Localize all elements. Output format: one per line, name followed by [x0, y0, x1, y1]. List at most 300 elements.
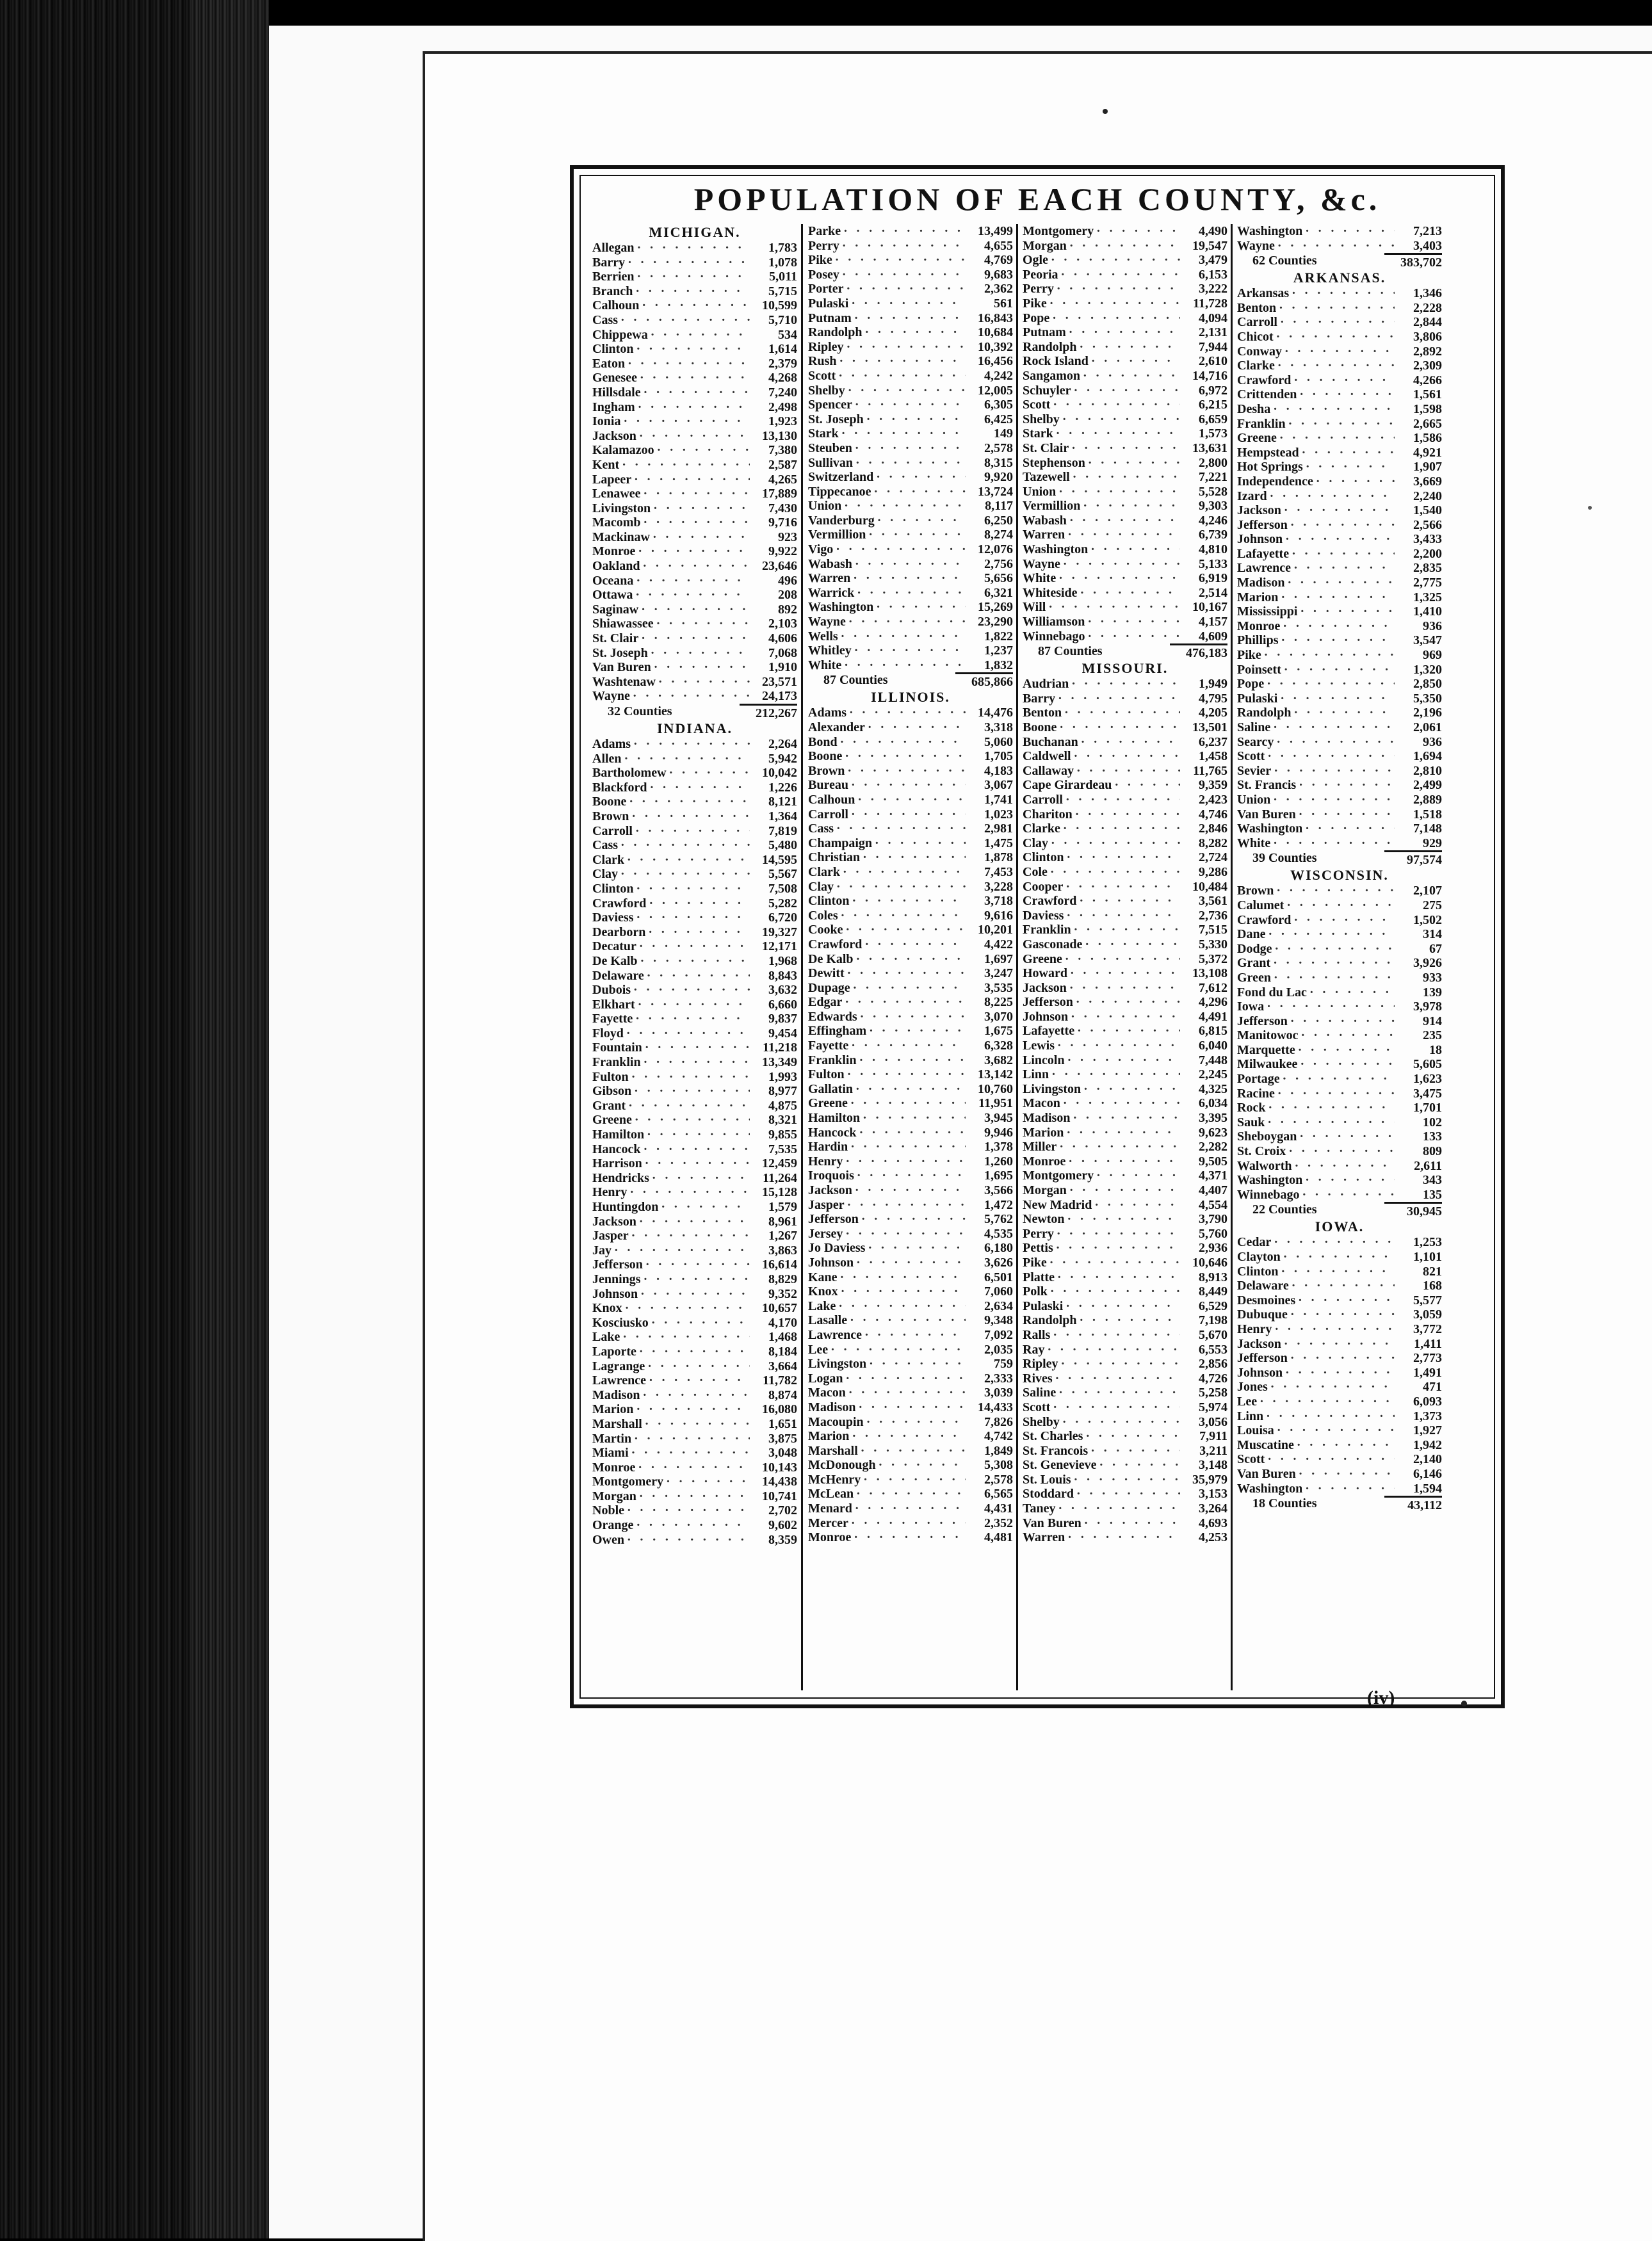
county-population: 9,303	[1199, 499, 1227, 514]
county-population: 2,800	[1199, 455, 1227, 470]
county-row	[1023, 836, 1227, 851]
county-name: Henry	[592, 1185, 628, 1200]
county-population: 8,117	[985, 499, 1013, 514]
county-row	[808, 937, 1013, 952]
county-population: 2,362	[984, 282, 1013, 296]
county-row	[1023, 1227, 1227, 1242]
table-column	[592, 224, 797, 1547]
dot-leader	[656, 617, 750, 631]
county-population: 23,646	[762, 559, 797, 574]
county-row	[1237, 1307, 1442, 1322]
county-population: 5,282	[768, 896, 797, 910]
county-row	[1237, 793, 1442, 807]
county-row	[808, 880, 1013, 894]
county-row	[1237, 301, 1442, 316]
county-population: 10,646	[1192, 1255, 1227, 1270]
county-name: Wayne	[1237, 238, 1275, 253]
county-name: Green	[1237, 970, 1271, 985]
dot-leader	[836, 821, 966, 836]
dot-leader	[1277, 359, 1395, 373]
county-name: Marion	[1023, 1125, 1064, 1140]
dot-leader	[1049, 1256, 1180, 1270]
county-population: 5,372	[1199, 951, 1227, 966]
dot-leader	[1305, 1482, 1395, 1496]
county-name: Kosciusko	[592, 1315, 649, 1330]
dot-leader	[635, 1113, 750, 1128]
county-name: Scott	[808, 368, 836, 383]
dot-leader	[1057, 1039, 1180, 1053]
county-row	[808, 514, 1013, 528]
county-name: Hamilton	[592, 1128, 645, 1142]
dot-leader	[645, 1258, 750, 1272]
county-population: 4,742	[984, 1429, 1013, 1444]
county-row	[1023, 412, 1227, 427]
county-name: White	[1023, 571, 1057, 586]
page-edges	[192, 0, 269, 2238]
county-population: 5,974	[1199, 1400, 1227, 1414]
county-name: Cedar	[1237, 1235, 1272, 1250]
county-name: Shiawassee	[592, 617, 654, 631]
county-name: Crawford	[808, 937, 862, 951]
county-population: 11,728	[1193, 296, 1227, 311]
dot-leader	[1051, 836, 1180, 851]
county-name: Hot Springs	[1237, 460, 1303, 474]
county-population: 5,605	[1413, 1057, 1442, 1072]
dot-leader	[1301, 1028, 1395, 1043]
county-population: 4,183	[984, 763, 1013, 778]
county-row	[808, 1284, 1013, 1299]
county-row	[1023, 1415, 1227, 1430]
county-name: Washington	[1023, 542, 1089, 557]
county-name: Cole	[1023, 864, 1048, 879]
dot-leader	[1273, 720, 1395, 735]
county-population: 1,594	[1413, 1481, 1442, 1496]
dot-leader	[1053, 398, 1180, 412]
dot-leader	[866, 412, 966, 427]
dot-leader	[1274, 971, 1395, 985]
county-population: 2,131	[1199, 325, 1227, 340]
county-population: 3,222	[1199, 282, 1227, 296]
dot-leader	[1267, 1115, 1395, 1130]
county-row	[808, 542, 1013, 557]
county-name: Macon	[808, 1386, 846, 1400]
county-population: 1,373	[1413, 1409, 1442, 1423]
county-row	[1237, 417, 1442, 432]
county-name: Hancock	[808, 1125, 857, 1140]
county-population: 16,080	[762, 1402, 797, 1417]
county-name: Kane	[808, 1270, 838, 1284]
county-name: Crawford	[592, 896, 647, 910]
county-population: 4,157	[1199, 615, 1227, 629]
county-row	[808, 311, 1013, 326]
county-name: Jo Daviess	[808, 1241, 866, 1256]
county-name: Warrick	[808, 585, 855, 600]
county-population: 5,670	[1199, 1327, 1227, 1342]
county-population: 3,664	[768, 1359, 797, 1373]
dot-leader	[855, 1501, 966, 1516]
county-row	[1237, 1072, 1442, 1087]
dot-leader	[1057, 282, 1180, 296]
county-row	[1023, 677, 1227, 692]
total-value: 685,866	[955, 672, 1013, 689]
county-row	[808, 1487, 1013, 1501]
county-row	[1023, 720, 1227, 735]
county-name: Henry	[1237, 1322, 1272, 1336]
county-name: Macoupin	[808, 1414, 864, 1429]
county-name: Dewitt	[808, 966, 845, 981]
county-population: 561	[994, 296, 1013, 311]
county-name: Hancock	[592, 1142, 641, 1156]
county-population: 1,579	[768, 1200, 797, 1214]
dot-leader	[1266, 1409, 1395, 1424]
county-population: 9,286	[1199, 864, 1227, 879]
county-name: Edwards	[808, 1009, 857, 1024]
county-name: Schuyler	[1023, 383, 1071, 398]
county-row	[592, 1432, 797, 1446]
county-name: Elkhart	[592, 997, 635, 1012]
county-row	[808, 735, 1013, 750]
county-population: 4,554	[1199, 1197, 1227, 1212]
county-population: 3,945	[984, 1111, 1013, 1126]
dot-leader	[1268, 927, 1395, 942]
county-row	[592, 925, 797, 940]
county-name: Madison	[1023, 1111, 1071, 1126]
county-row	[592, 867, 797, 882]
county-name: Lapeer	[592, 472, 632, 487]
county-population: 24,173	[762, 689, 797, 704]
county-row	[1237, 1144, 1442, 1159]
county-name: Callaway	[1023, 763, 1074, 778]
dot-leader	[1279, 301, 1395, 316]
county-name: Spencer	[808, 398, 852, 412]
county-name: Chippewa	[592, 327, 648, 342]
county-name: Washington	[1237, 821, 1303, 836]
county-population: 8,829	[768, 1272, 797, 1286]
table-column	[808, 224, 1013, 1545]
county-name: Genesee	[592, 371, 637, 385]
dot-leader	[657, 443, 750, 458]
county-name: Sullivan	[808, 455, 854, 470]
county-population: 2,892	[1413, 344, 1442, 359]
county-row	[808, 499, 1013, 514]
county-population: 4,242	[984, 368, 1013, 383]
county-row	[1237, 460, 1442, 474]
county-population: 5,011	[769, 270, 797, 284]
dot-leader	[1087, 615, 1180, 629]
county-name: Cooper	[1023, 879, 1064, 894]
county-name: Pulaski	[1237, 691, 1278, 706]
county-row	[808, 1154, 1013, 1169]
dot-leader	[1076, 764, 1180, 779]
county-population: 1,518	[1413, 807, 1442, 821]
county-row	[808, 1010, 1013, 1024]
county-population: 1,741	[984, 792, 1013, 807]
county-population: 3,479	[1199, 253, 1227, 268]
county-row	[1237, 344, 1442, 359]
dot-leader	[1079, 894, 1180, 909]
county-name: Izard	[1237, 489, 1267, 503]
dot-leader	[1073, 1111, 1180, 1126]
county-population: 5,760	[1199, 1226, 1227, 1241]
county-name: Wayne	[1023, 556, 1060, 571]
county-population: 3,318	[984, 720, 1013, 734]
dot-leader	[650, 781, 750, 795]
county-population: 1,705	[984, 749, 1013, 764]
county-name: Ottawa	[592, 588, 633, 603]
dot-leader	[634, 1432, 750, 1446]
county-population: 3,067	[984, 778, 1013, 793]
county-population: 7,148	[1413, 821, 1442, 836]
county-name: Clarke	[1237, 359, 1275, 373]
county-population: 1,623	[1413, 1072, 1442, 1087]
county-name: Macon	[1023, 1096, 1060, 1111]
dot-leader	[861, 1444, 966, 1459]
county-name: Union	[808, 499, 842, 514]
dot-leader	[1298, 1293, 1395, 1308]
county-name: Lafayette	[1237, 546, 1290, 561]
dot-leader	[649, 1373, 750, 1388]
dot-leader	[1096, 224, 1180, 239]
county-name: Vanderburg	[808, 513, 875, 528]
dot-leader	[1299, 778, 1395, 793]
county-name: Adams	[808, 706, 847, 720]
county-population: 4,795	[1199, 691, 1227, 706]
county-name: Allen	[592, 751, 622, 766]
county-row	[592, 1185, 797, 1200]
county-population: 3,669	[1413, 474, 1442, 489]
dot-leader	[634, 473, 750, 487]
county-name: Cass	[592, 312, 619, 327]
county-name: Pike	[1023, 296, 1047, 311]
county-row	[592, 1040, 797, 1055]
county-name: Logan	[808, 1371, 843, 1386]
dot-leader	[1065, 952, 1180, 967]
county-population: 11,264	[763, 1170, 797, 1185]
county-row	[1023, 1357, 1227, 1371]
dot-leader	[1068, 1154, 1180, 1169]
county-name: Madison	[808, 1400, 856, 1414]
dot-leader	[642, 559, 750, 574]
county-row	[1237, 720, 1442, 735]
county-population: 10,392	[978, 339, 1013, 354]
county-population: 5,258	[1199, 1386, 1227, 1400]
county-row	[1023, 1183, 1227, 1198]
dot-leader	[1309, 985, 1395, 1000]
dot-leader	[1290, 518, 1395, 533]
county-name: Branch	[592, 284, 633, 298]
dot-leader	[862, 1111, 966, 1126]
county-population: 5,710	[768, 312, 797, 327]
dot-leader	[651, 646, 750, 661]
dot-leader	[843, 865, 966, 880]
dot-leader	[620, 313, 750, 328]
dot-leader	[1288, 1144, 1395, 1159]
dot-leader	[1067, 1212, 1180, 1227]
county-row	[1237, 1351, 1442, 1366]
county-row	[592, 1359, 797, 1374]
county-name: Franklin	[808, 1053, 857, 1067]
county-population: 1,783	[768, 241, 797, 255]
dot-leader	[1066, 909, 1180, 923]
county-row	[592, 853, 797, 868]
county-row	[1237, 547, 1442, 562]
dot-leader	[644, 515, 750, 530]
total-value: 30,945	[1384, 1202, 1442, 1218]
county-population: 275	[1423, 898, 1442, 912]
dot-leader	[631, 809, 750, 824]
county-population: 1,573	[1199, 426, 1227, 441]
county-population: 7,508	[768, 881, 797, 896]
dot-leader	[1283, 1072, 1395, 1087]
dot-leader	[1280, 692, 1395, 706]
county-row	[808, 1053, 1013, 1068]
dot-leader	[641, 631, 750, 646]
county-name: Calumet	[1237, 898, 1284, 912]
county-row	[808, 1111, 1013, 1126]
dot-leader	[640, 954, 750, 969]
dot-leader	[1090, 1444, 1180, 1459]
county-name: Dearborn	[592, 925, 646, 939]
county-population: 2,228	[1413, 300, 1442, 315]
county-population: 11,765	[1193, 763, 1227, 778]
county-name: Gasconade	[1023, 937, 1083, 951]
county-row	[592, 270, 797, 284]
dot-leader	[830, 1343, 966, 1357]
county-name: Chicot	[1237, 329, 1274, 344]
dot-leader	[1300, 1057, 1395, 1072]
dot-leader	[845, 1227, 966, 1242]
dot-leader	[844, 499, 966, 514]
county-name: Iroquois	[808, 1169, 854, 1183]
county-name: Saginaw	[592, 602, 639, 617]
county-population: 4,606	[768, 631, 797, 646]
county-population: 2,610	[1199, 354, 1227, 369]
county-population: 18	[1429, 1042, 1442, 1057]
county-name: Johnson	[1237, 532, 1283, 547]
county-population: 15,128	[762, 1185, 797, 1200]
dot-leader	[641, 603, 750, 617]
dot-leader	[638, 400, 750, 415]
county-row	[1237, 1366, 1442, 1380]
county-population: 9,348	[984, 1313, 1013, 1328]
county-population: 1,695	[984, 1169, 1013, 1183]
county-population: 969	[1423, 648, 1442, 663]
county-row	[1237, 561, 1442, 576]
dot-leader	[636, 910, 750, 925]
dot-leader	[1065, 1299, 1180, 1314]
county-name: Scott	[1023, 398, 1051, 412]
county-name: Barry	[592, 255, 626, 270]
county-name: Hempstead	[1237, 445, 1299, 460]
dot-leader	[1274, 1235, 1395, 1250]
county-name: Bureau	[808, 778, 848, 793]
county-population: 4,810	[1199, 542, 1227, 557]
dot-leader	[636, 1518, 750, 1533]
county-population: 3,247	[984, 966, 1013, 981]
county-population: 6,815	[1199, 1024, 1227, 1039]
county-row	[808, 586, 1013, 601]
dot-leader	[1069, 981, 1180, 996]
county-row	[592, 646, 797, 661]
dot-leader	[658, 675, 750, 690]
county-row	[1023, 981, 1227, 996]
county-row	[1237, 239, 1442, 254]
county-row	[592, 588, 797, 603]
county-row	[1237, 1337, 1442, 1352]
county-name: Crawford	[1237, 912, 1292, 927]
county-row	[1237, 999, 1442, 1014]
state-heading: MICHIGAN.	[649, 224, 741, 240]
county-population: 9,454	[768, 1026, 797, 1040]
dot-leader	[868, 1241, 966, 1256]
county-population: 4,431	[984, 1501, 1013, 1516]
county-name: Boone	[808, 749, 843, 764]
county-row	[808, 894, 1013, 909]
county-row	[808, 865, 1013, 880]
county-population: 1,849	[984, 1443, 1013, 1458]
county-row	[592, 1301, 797, 1316]
county-name: Gibson	[592, 1084, 632, 1099]
county-name: Washington	[1237, 1481, 1303, 1496]
county-name: Monroe	[1237, 619, 1281, 633]
county-row	[592, 255, 797, 270]
county-population: 2,282	[1199, 1140, 1227, 1154]
county-row	[808, 1371, 1013, 1386]
county-row	[808, 1473, 1013, 1487]
county-population: 9,352	[768, 1286, 797, 1301]
county-row	[592, 342, 797, 357]
dot-leader	[627, 1503, 750, 1518]
dot-leader	[635, 588, 750, 603]
dot-leader	[854, 1530, 966, 1545]
county-population: 2,611	[1414, 1158, 1442, 1173]
county-row	[1023, 1053, 1227, 1068]
county-row	[808, 1458, 1013, 1473]
county-name: Washtenaw	[592, 674, 656, 689]
county-name: Pike	[1023, 1255, 1047, 1270]
county-population: 2,240	[1413, 489, 1442, 503]
county-population: 2,846	[1199, 821, 1227, 836]
county-name: Harrison	[592, 1156, 642, 1171]
county-population: 3,790	[1199, 1212, 1227, 1227]
county-population: 2,140	[1413, 1452, 1442, 1467]
dot-leader	[640, 1287, 750, 1302]
county-population: 9,505	[1199, 1154, 1227, 1169]
county-name: Fountain	[592, 1040, 642, 1055]
dot-leader	[1071, 1010, 1180, 1024]
county-population: 5,567	[768, 867, 797, 882]
county-name: St. Charles	[1023, 1429, 1083, 1444]
county-population: 7,535	[768, 1142, 797, 1156]
county-population: 3,056	[1199, 1414, 1227, 1429]
county-population: 3,211	[1199, 1443, 1227, 1458]
county-row	[592, 1084, 797, 1099]
county-name: Jefferson	[592, 1258, 643, 1272]
county-row	[592, 737, 797, 752]
county-population: 1,364	[768, 809, 797, 823]
county-row	[1237, 1452, 1442, 1467]
dot-leader	[1284, 663, 1395, 677]
dot-leader	[1087, 629, 1180, 644]
county-row	[1237, 778, 1442, 793]
dot-leader	[1067, 528, 1180, 542]
county-name: Scott	[1237, 1452, 1265, 1467]
county-row	[1237, 1293, 1442, 1308]
county-row	[1023, 1169, 1227, 1183]
county-row	[1237, 286, 1442, 301]
dot-leader	[1274, 764, 1395, 779]
county-row	[1237, 1322, 1442, 1337]
